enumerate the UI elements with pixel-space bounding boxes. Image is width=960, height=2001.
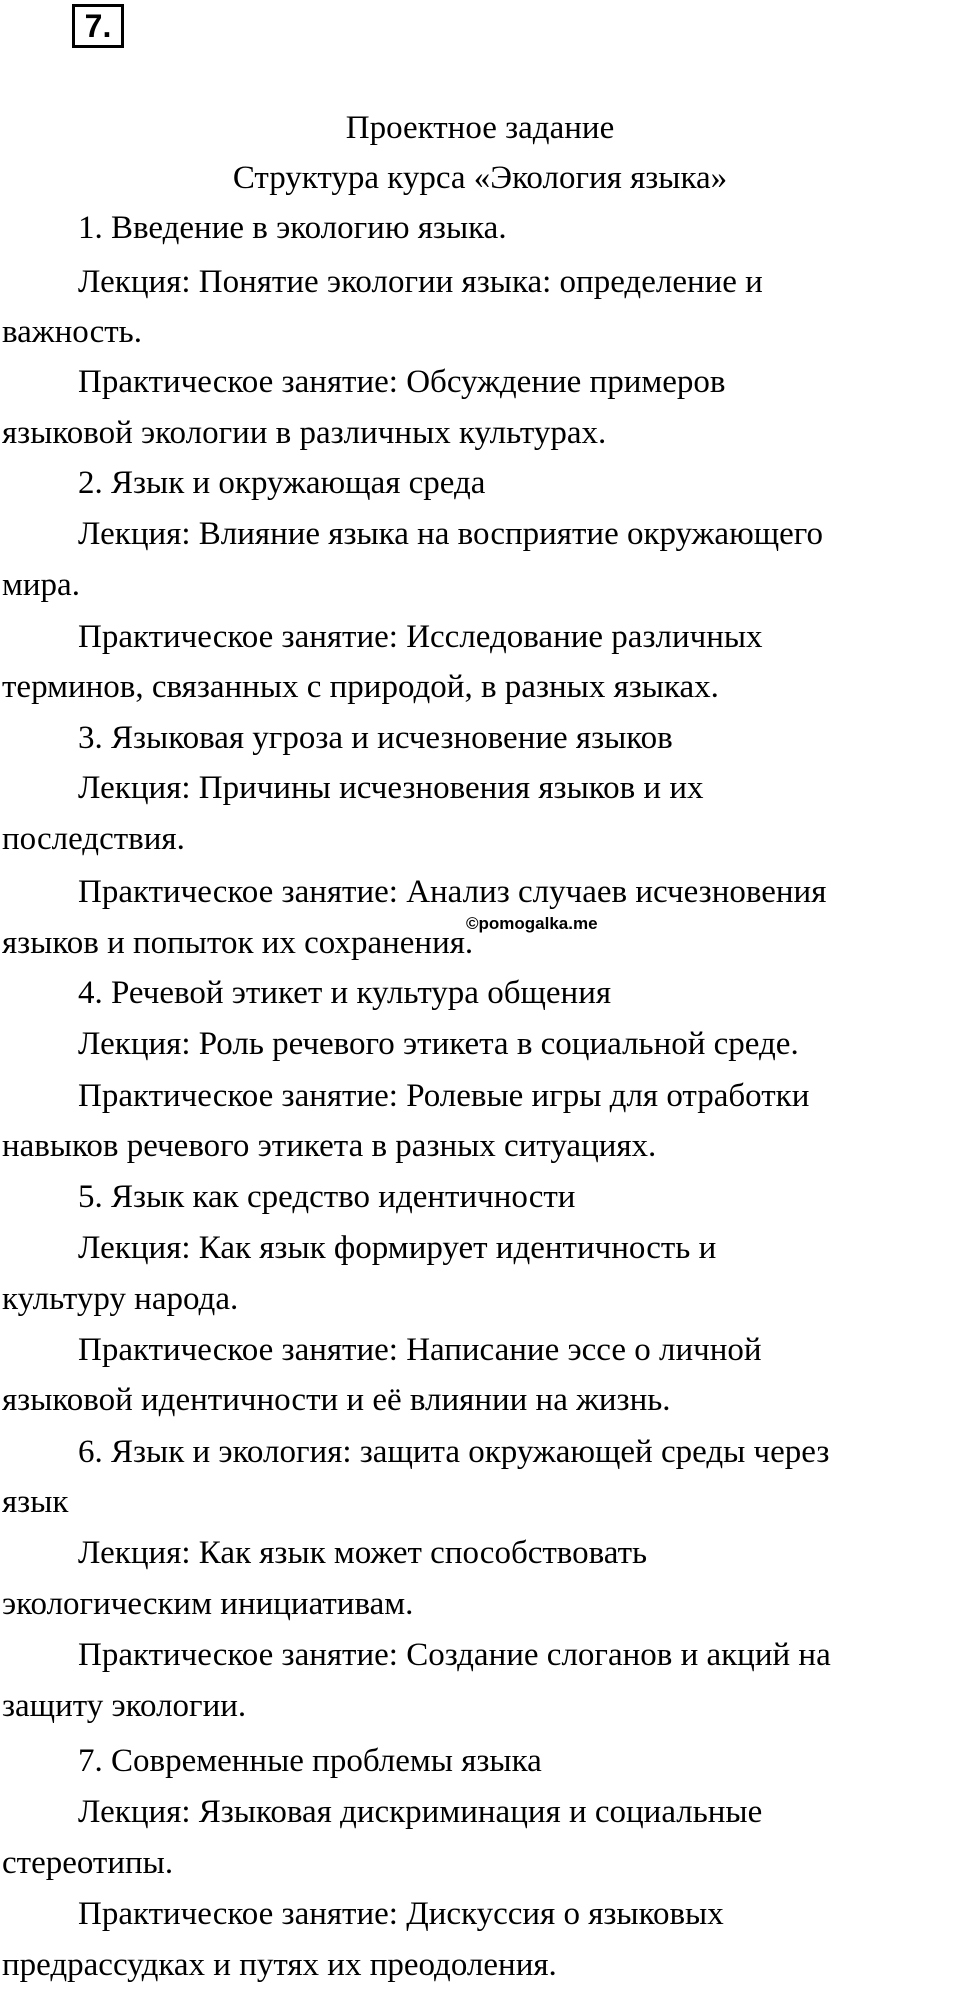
document-subtitle: Структура курса «Экология языка» bbox=[232, 160, 728, 196]
section-7-lecture: Лекция: Языковая дискриминация и социальные bbox=[78, 1794, 763, 1830]
section-6-heading: 6. Язык и экология: защита окружающей среды через bbox=[78, 1434, 830, 1470]
section-5-practice-cont: языковой идентичности и её влиянии на жизнь. bbox=[2, 1382, 671, 1418]
section-6-lecture-cont: экологическим инициативам. bbox=[2, 1586, 414, 1622]
section-7-lecture-cont: стереотипы. bbox=[2, 1845, 174, 1881]
section-1-practice: Практическое занятие: Обсуждение примеров bbox=[78, 364, 726, 400]
section-5-heading: 5. Язык как средство идентичности bbox=[78, 1179, 576, 1215]
section-5-practice: Практическое занятие: Написание эссе о личной bbox=[78, 1332, 762, 1368]
section-6-practice-cont: защиту экологии. bbox=[2, 1688, 247, 1724]
section-3-lecture: Лекция: Причины исчезновения языков и их bbox=[78, 770, 704, 806]
section-4-lecture: Лекция: Роль речевого этикета в социальной среде. bbox=[78, 1026, 799, 1062]
section-2-lecture: Лекция: Влияние языка на восприятие окружающего bbox=[78, 516, 823, 552]
task-number-box: 7. bbox=[72, 4, 124, 48]
section-1-practice-cont: языковой экологии в различных культурах. bbox=[2, 415, 607, 451]
document-title: Проектное задание bbox=[345, 110, 615, 146]
section-6-practice: Практическое занятие: Создание слоганов и акций на bbox=[78, 1637, 831, 1673]
section-4-practice-cont: навыков речевого этикета в разных ситуациях. bbox=[2, 1128, 657, 1164]
section-2-practice-cont: терминов, связанных с природой, в разных языках. bbox=[2, 669, 719, 705]
section-7-practice-cont: предрассудках и путях их преодоления. bbox=[2, 1947, 557, 1983]
section-3-practice: Практическое занятие: Анализ случаев исчезновения bbox=[78, 874, 827, 910]
section-7-heading: 7. Современные проблемы языка bbox=[78, 1743, 542, 1779]
watermark: ©pomogalka.me bbox=[466, 914, 598, 933]
section-3-heading: 3. Языковая угроза и исчезновение языков bbox=[78, 720, 673, 756]
section-2-lecture-cont: мира. bbox=[2, 567, 80, 603]
section-5-lecture-cont: культуру народа. bbox=[2, 1281, 239, 1317]
section-3-lecture-cont: последствия. bbox=[2, 821, 185, 857]
section-7-practice: Практическое занятие: Дискуссия о языковых bbox=[78, 1896, 724, 1932]
section-2-practice: Практическое занятие: Исследование различных bbox=[78, 619, 763, 655]
section-4-practice: Практическое занятие: Ролевые игры для отработки bbox=[78, 1078, 810, 1114]
section-1-lecture: Лекция: Понятие экологии языка: определение и bbox=[78, 264, 763, 300]
section-1-heading: 1. Введение в экологию языка. bbox=[78, 210, 507, 246]
section-1-lecture-cont: важность. bbox=[2, 314, 142, 350]
section-6-heading-cont: язык bbox=[2, 1484, 69, 1520]
section-5-lecture: Лекция: Как язык формирует идентичность и bbox=[78, 1230, 717, 1266]
section-6-lecture: Лекция: Как язык может способствовать bbox=[78, 1535, 648, 1571]
section-3-practice-cont: языков и попыток их сохранения. bbox=[2, 925, 474, 961]
section-2-heading: 2. Язык и окружающая среда bbox=[78, 465, 486, 501]
section-4-heading: 4. Речевой этикет и культура общения bbox=[78, 975, 612, 1011]
